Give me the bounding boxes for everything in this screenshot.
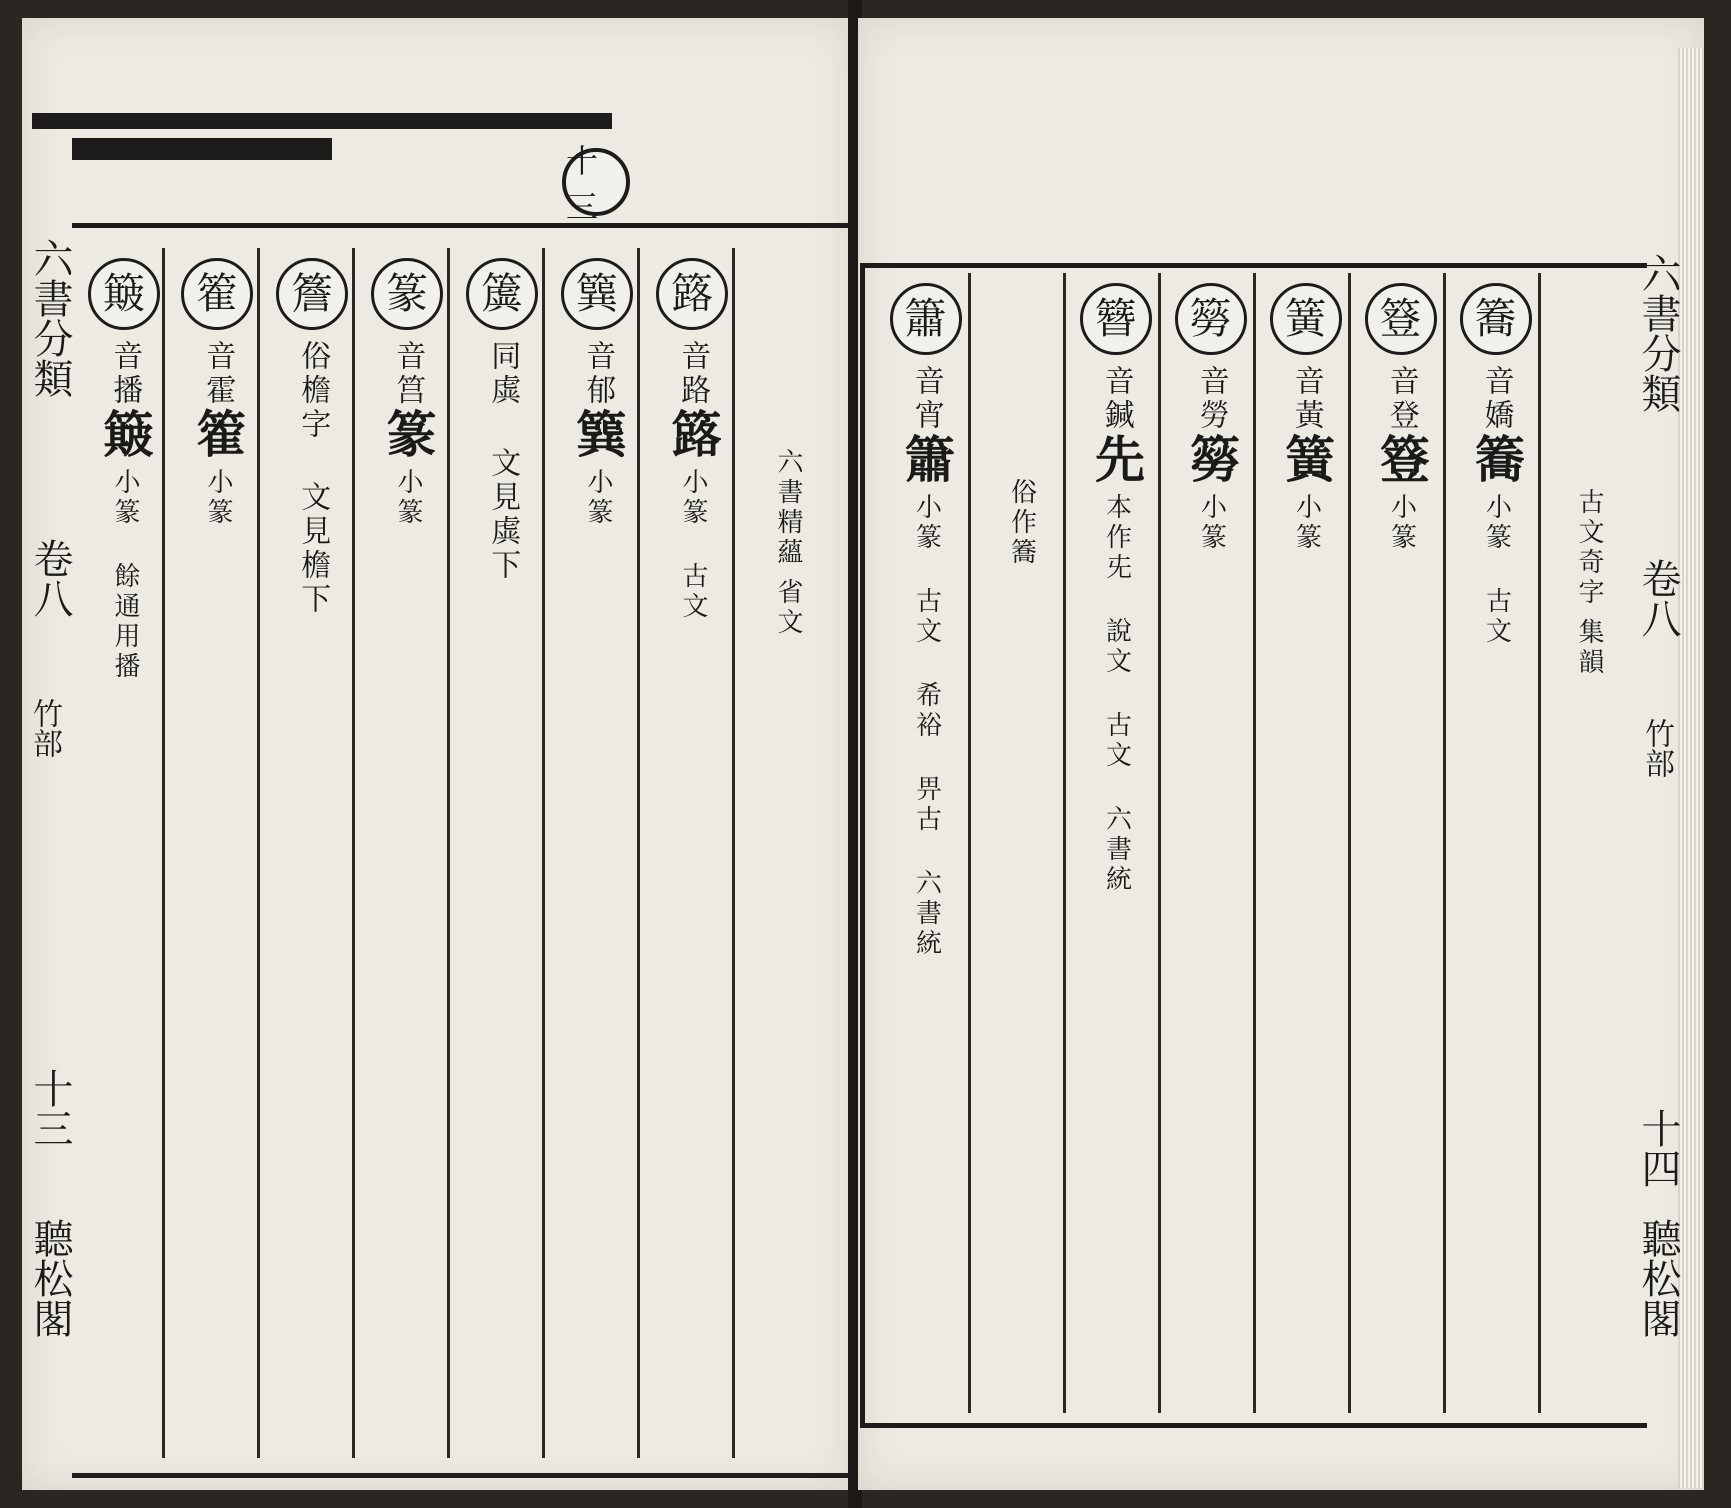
entry-column bbox=[747, 438, 827, 638]
pronunciation-note: 音鍼 bbox=[1098, 365, 1134, 433]
column-rule bbox=[968, 273, 971, 1413]
column-rule bbox=[1348, 273, 1351, 1413]
column-rule bbox=[257, 248, 260, 1458]
seal-script-form: 簬 bbox=[663, 408, 722, 458]
head-character: 簨 bbox=[561, 258, 633, 330]
head-character: 簦 bbox=[1365, 283, 1437, 355]
head-character: 簴 bbox=[466, 258, 538, 330]
entry-column bbox=[1548, 478, 1628, 678]
entry-note: 小篆 bbox=[1196, 493, 1227, 553]
seal-script-form: 篧 bbox=[188, 408, 247, 458]
folio-number: 十三 bbox=[562, 148, 630, 216]
entry-text: 六書精蘊 bbox=[772, 448, 803, 568]
head-character: 簷 bbox=[276, 258, 348, 330]
column-rule bbox=[1538, 273, 1541, 1413]
margin-section: 竹部 bbox=[27, 698, 62, 758]
entry-note: 小篆 bbox=[1291, 493, 1322, 553]
left-page bbox=[22, 18, 852, 1490]
entry-column bbox=[367, 258, 447, 528]
head-character: 簥 bbox=[1460, 283, 1532, 355]
pronunciation-note: 音霍 bbox=[200, 340, 236, 408]
entry-column bbox=[1168, 283, 1253, 553]
column-rule bbox=[542, 248, 545, 1458]
pronunciation-note: 音黃 bbox=[1288, 365, 1324, 433]
entry-text: 古文奇字 bbox=[1573, 488, 1604, 608]
entry-column bbox=[978, 468, 1063, 568]
column-rule bbox=[447, 248, 450, 1458]
entry-note: 小篆 bbox=[202, 468, 233, 528]
pronunciation-note: 音勞 bbox=[1193, 365, 1229, 433]
entry-text: 俗作簥 bbox=[1006, 478, 1037, 568]
margin-press: 聽松閣 bbox=[1635, 1218, 1681, 1338]
column-rule bbox=[1158, 273, 1161, 1413]
entry-column bbox=[1358, 283, 1443, 553]
seal-script-form: 篆 bbox=[378, 408, 437, 458]
entry-column bbox=[883, 283, 968, 959]
column-rule bbox=[732, 248, 735, 1458]
entry-note: 小篆 古文 希裕 畀古 六書統 bbox=[911, 493, 942, 959]
entry-note: 小篆 古文 bbox=[677, 468, 708, 622]
column-rule bbox=[1443, 273, 1446, 1413]
right-page bbox=[858, 18, 1704, 1490]
pronunciation-note: 音路 bbox=[675, 340, 711, 408]
entry-column bbox=[272, 258, 352, 617]
margin-title: 六書分類 bbox=[27, 238, 73, 398]
entry-note: 小篆 bbox=[1386, 493, 1417, 553]
seal-script-form: 簧 bbox=[1277, 433, 1335, 483]
entry-column bbox=[84, 258, 164, 682]
head-character: 簩 bbox=[1175, 283, 1247, 355]
margin-press: 聽松閣 bbox=[27, 1218, 73, 1338]
entry-note: 集韻 bbox=[1573, 618, 1604, 678]
seal-script-form: 簫 bbox=[897, 433, 955, 483]
margin-page-no: 十三 bbox=[27, 1068, 73, 1148]
pronunciation-note: 音播 bbox=[107, 340, 143, 408]
entry-text: 同虡 文見虡下 bbox=[485, 340, 521, 583]
seal-script-form: 簸 bbox=[95, 408, 154, 458]
entry-column bbox=[1263, 283, 1348, 553]
entry-note: 小篆 古文 bbox=[1481, 493, 1512, 647]
head-character: 簬 bbox=[656, 258, 728, 330]
margin-volume: 卷八 bbox=[1635, 558, 1681, 638]
entry-text: 俗檐字 文見檐下 bbox=[295, 340, 331, 617]
column-rule bbox=[637, 248, 640, 1458]
pronunciation-note: 音郁 bbox=[580, 340, 616, 408]
column-rule bbox=[1063, 273, 1066, 1413]
entry-note: 小篆 餘通用播 bbox=[109, 468, 140, 682]
seal-script-form: 簩 bbox=[1182, 433, 1240, 483]
entry-column bbox=[177, 258, 257, 528]
margin-page-no: 十四 bbox=[1635, 1108, 1681, 1188]
entry-column bbox=[652, 258, 732, 622]
pronunciation-note: 音宵 bbox=[908, 365, 944, 433]
seal-script-form: 先 bbox=[1087, 433, 1145, 483]
entry-note: 小篆 bbox=[582, 468, 613, 528]
entry-column bbox=[557, 258, 637, 528]
pronunciation-note: 音嬌 bbox=[1478, 365, 1514, 433]
head-character: 簧 bbox=[1270, 283, 1342, 355]
pronunciation-note: 音筥 bbox=[390, 340, 426, 408]
entry-column bbox=[1073, 283, 1158, 895]
margin-section: 竹部 bbox=[1639, 718, 1674, 778]
seal-script-form: 簨 bbox=[568, 408, 627, 458]
ink-smudge bbox=[32, 113, 612, 129]
entry-note: 本作兂 說文 古文 六書統 bbox=[1101, 493, 1132, 895]
seal-script-form: 簥 bbox=[1467, 433, 1525, 483]
head-character: 簪 bbox=[1080, 283, 1152, 355]
head-character: 篆 bbox=[371, 258, 443, 330]
pronunciation-note: 音登 bbox=[1383, 365, 1419, 433]
ink-smudge bbox=[72, 138, 332, 160]
column-rule bbox=[352, 248, 355, 1458]
entry-note: 省文 bbox=[772, 578, 803, 638]
margin-volume: 卷八 bbox=[27, 538, 73, 618]
entry-column bbox=[462, 258, 542, 583]
head-character: 簫 bbox=[890, 283, 962, 355]
head-character: 簸 bbox=[88, 258, 160, 330]
seal-script-form: 簦 bbox=[1372, 433, 1430, 483]
entry-column bbox=[1453, 283, 1538, 647]
margin-title: 六書分類 bbox=[1635, 253, 1681, 413]
head-character: 篧 bbox=[181, 258, 253, 330]
entry-note: 小篆 bbox=[392, 468, 423, 528]
column-rule bbox=[1253, 273, 1256, 1413]
